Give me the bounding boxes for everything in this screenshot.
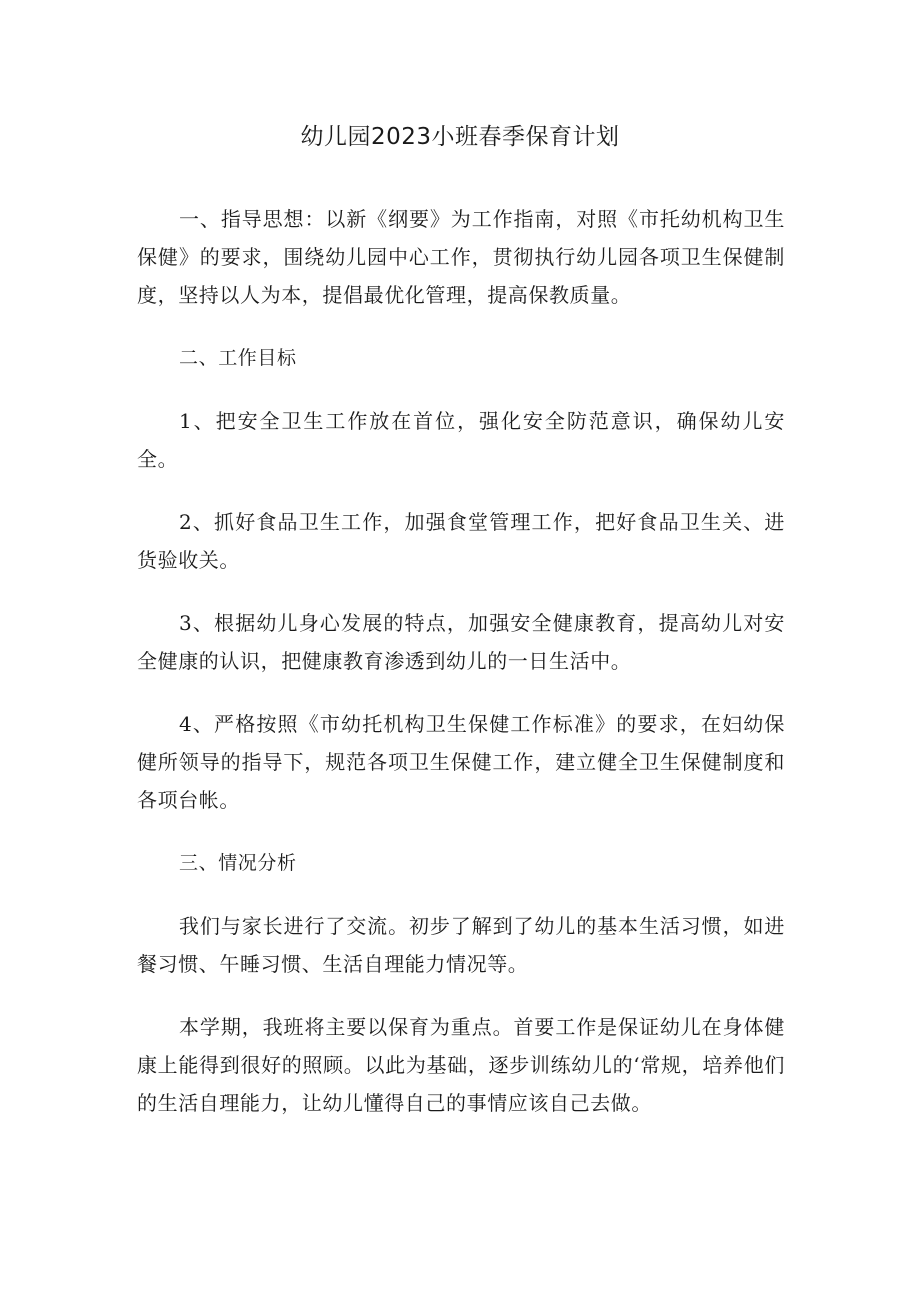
paragraph-goal-4: 4、严格按照《市幼托机构卫生保健工作标准》的要求，在妇幼保健所领导的指导下，规范各项卫生保健工作，建立健全卫生保健制度和各项台帐。 <box>137 712 785 812</box>
paragraph-goal-3: 3、根据幼儿身心发展的特点，加强安全健康教育，提高幼儿对安全健康的认识，把健康教育渗透到幼儿的一日生活中。 <box>137 611 785 673</box>
paragraph-goal-2: 2、抓好食品卫生工作，加强食堂管理工作，把好食品卫生关、进货验收关。 <box>137 510 785 572</box>
section-heading-work-goals: 二、工作目标 <box>179 347 297 369</box>
paragraph-analysis-1: 我们与家长进行了交流。初步了解到了幼儿的基本生活习惯，如进餐习惯、午睡习惯、生活自理能力情况等。 <box>137 914 785 976</box>
document-body <box>137 200 785 1147</box>
paragraph-guiding-ideology: 一、指导思想：以新《纲要》为工作指南，对照《市托幼机构卫生保健》的要求，围绕幼儿园中心工作，贯彻执行幼儿园各项卫生保健制度，坚持以人为本，提倡最优化管理，提高保教质量。 <box>137 207 785 307</box>
paragraph-goal-1: 1、把安全卫生工作放在首位，强化安全防范意识，确保幼儿安全。 <box>137 409 785 471</box>
section-heading-situation-analysis: 三、情况分析 <box>179 852 297 874</box>
document-title: 幼儿园2023小班春季保育计划 <box>300 124 620 150</box>
paragraph-analysis-2: 本学期，我班将主要以保育为重点。首要工作是保证幼儿在身体健康上能得到很好的照顾。以此为基础，逐步训练幼儿的‘常规，培养他们的生活自理能力，让幼儿懂得自己的事情应该自己去做。 <box>137 1015 785 1115</box>
